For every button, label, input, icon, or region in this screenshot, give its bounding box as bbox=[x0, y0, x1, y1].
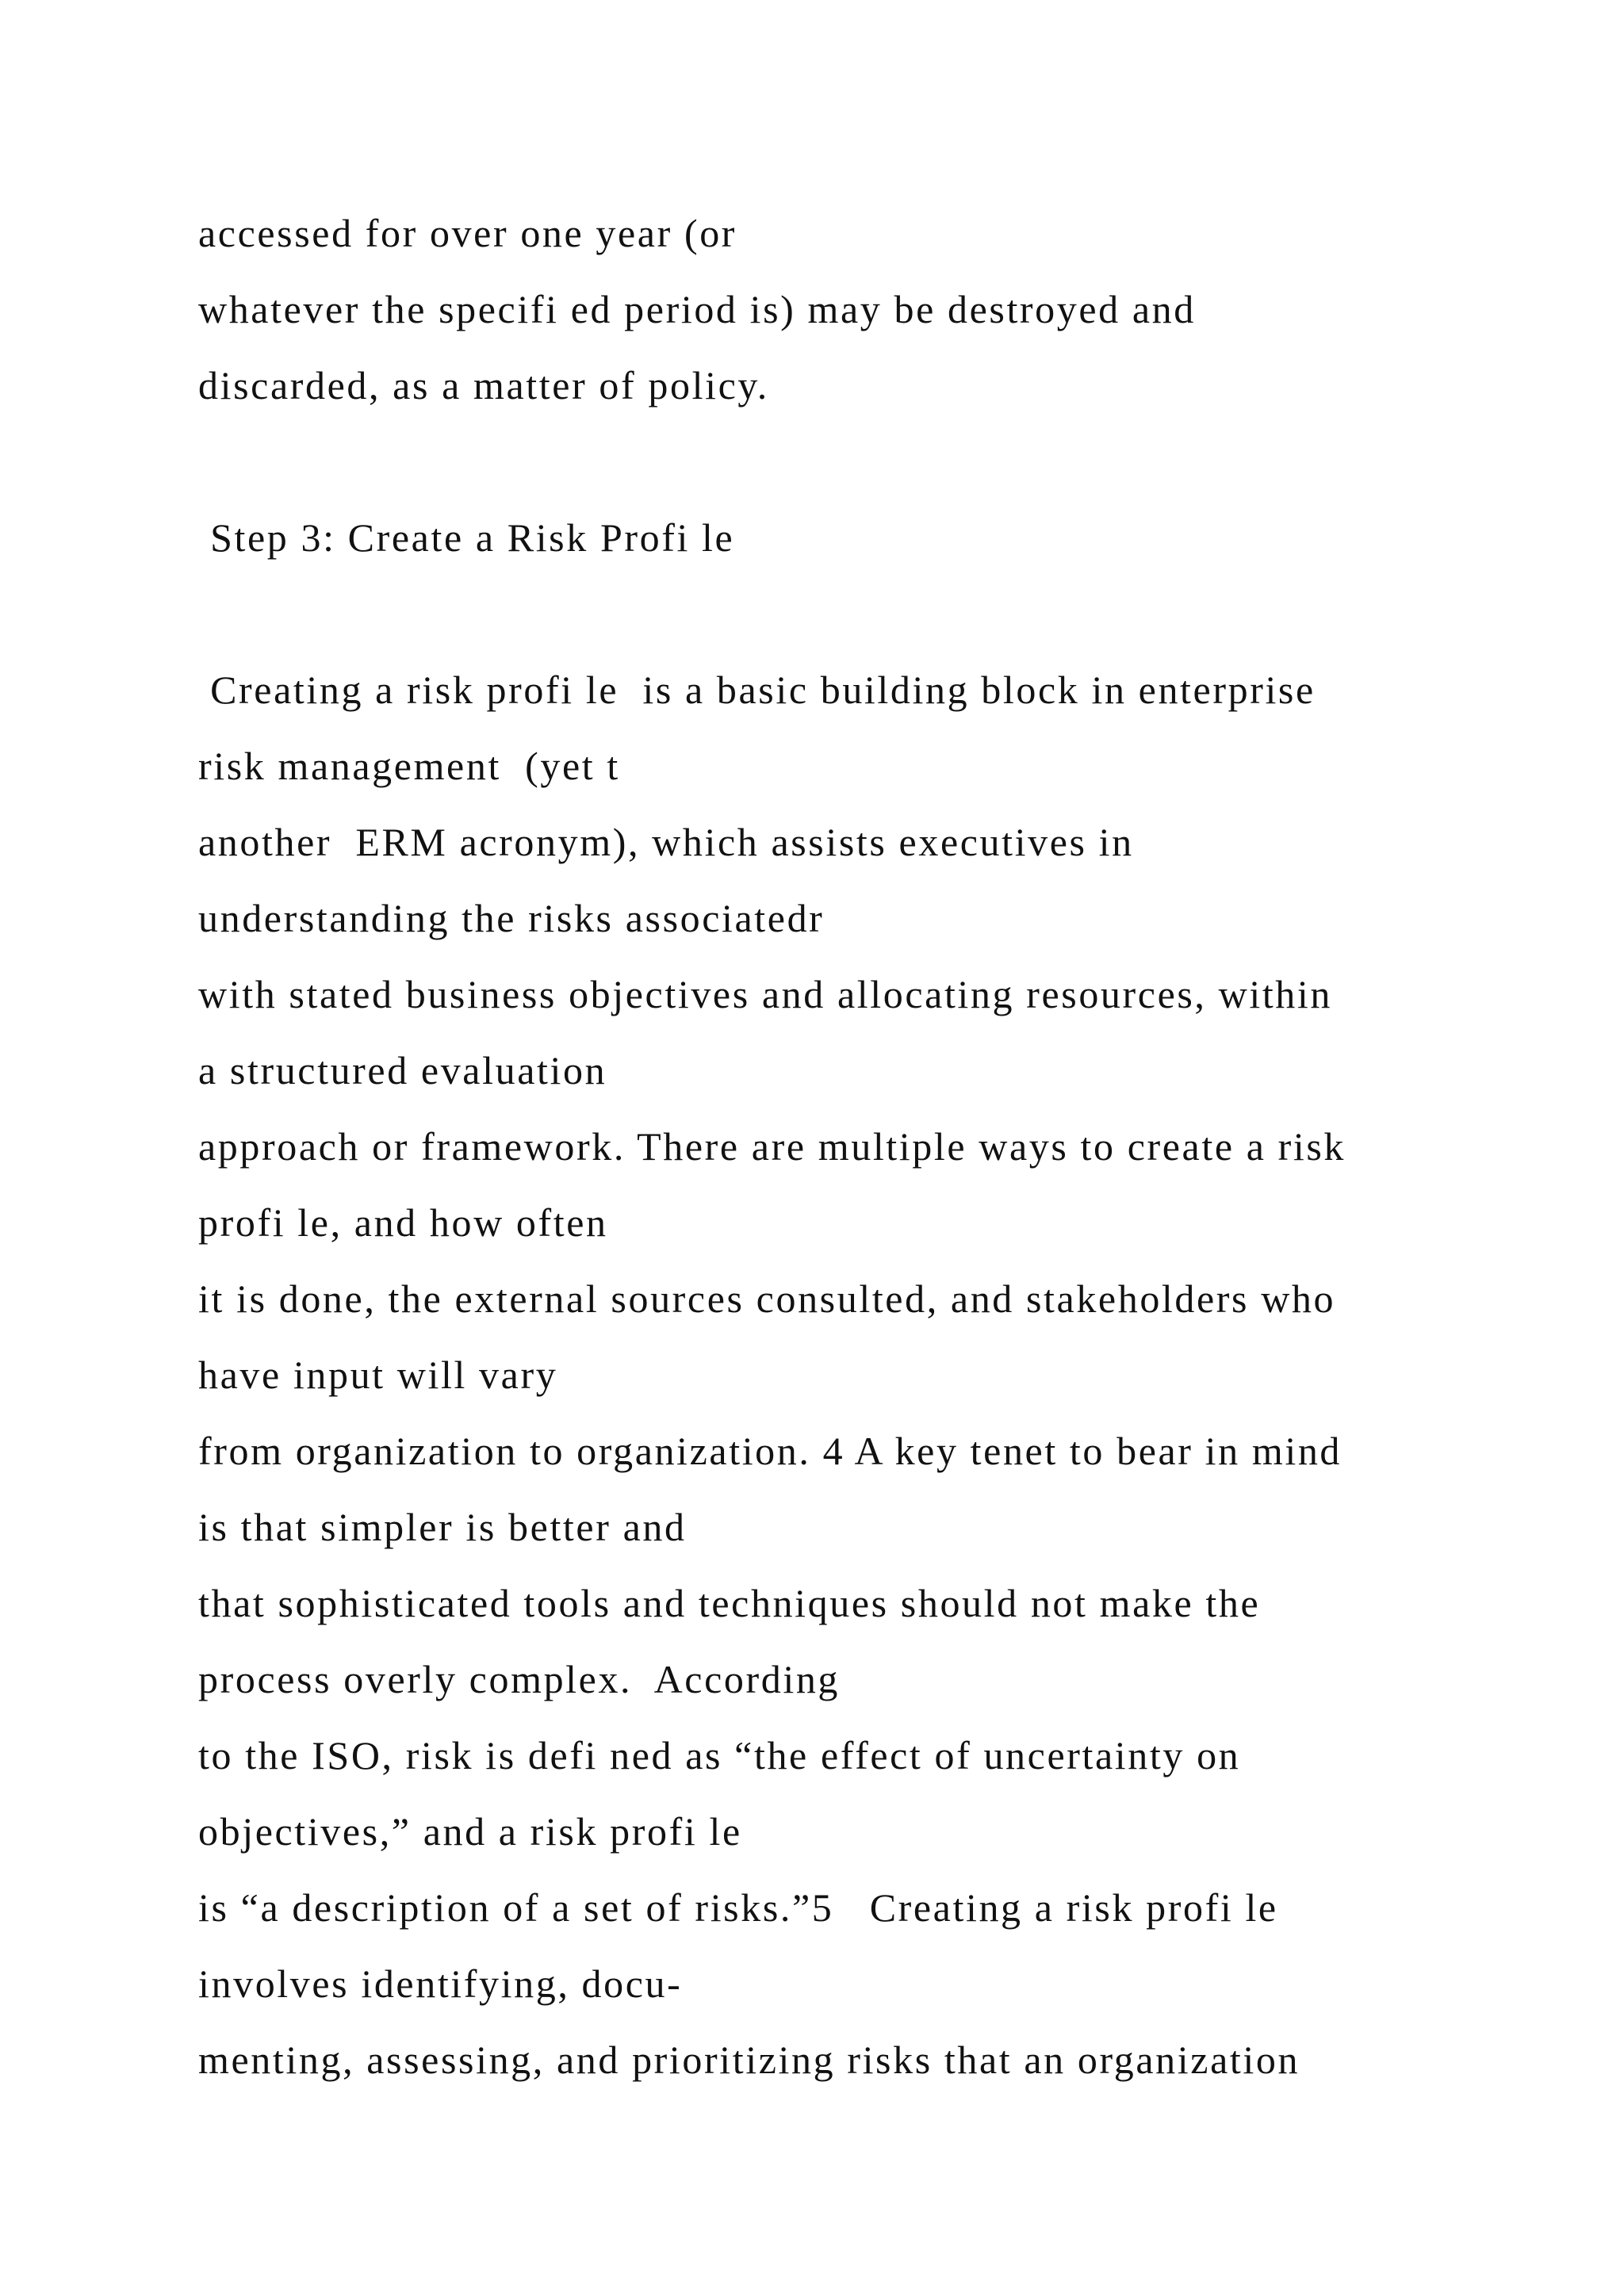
text-line: have input will vary bbox=[198, 1353, 558, 1397]
section-heading: Step 3: Create a Risk Profi le bbox=[198, 515, 735, 560]
text-line: risk management (yet t bbox=[198, 744, 620, 788]
text-line: is that simpler is better and bbox=[198, 1505, 687, 1549]
text-line: whatever the specifi ed period is) may be destroyed and bbox=[198, 287, 1196, 331]
text-line: to the ISO, risk is defi ned as “the effect of uncertainty on bbox=[198, 1733, 1241, 1777]
text-line: objectives,” and a risk profi le bbox=[198, 1809, 742, 1854]
text-line: a structured evaluation bbox=[198, 1048, 607, 1093]
text-line: discarded, as a matter of policy. bbox=[198, 363, 769, 408]
text-line: accessed for over one year (or bbox=[198, 211, 737, 255]
text-line: process overly complex. According bbox=[198, 1657, 841, 1701]
text-line: from organization to organization. 4 A key tenet to bear in mind bbox=[198, 1429, 1342, 1473]
text-line: is “a description of a set of risks.”5 Creating a risk profi le bbox=[198, 1885, 1278, 1930]
text-line: approach or framework. There are multiple ways to create a risk bbox=[198, 1124, 1346, 1169]
text-line: another ERM acronym), which assists executives in bbox=[198, 820, 1134, 864]
blank-line bbox=[198, 423, 1546, 499]
text-line: that sophisticated tools and techniques should not make the bbox=[198, 1581, 1261, 1625]
text-line: menting, assessing, and prioritizing risks that an organization bbox=[198, 2038, 1300, 2082]
text-line: with stated business objectives and allocating resources, within bbox=[198, 972, 1332, 1016]
text-line: understanding the risks associatedr bbox=[198, 896, 825, 940]
text-line: it is done, the external sources consulted, and stakeholders who bbox=[198, 1276, 1336, 1321]
body-text bbox=[198, 195, 1546, 2098]
text-line: Creating a risk profi le is a basic building block in enterprise bbox=[198, 668, 1316, 712]
blank-line bbox=[198, 576, 1546, 652]
text-line: profi le, and how often bbox=[198, 1200, 608, 1245]
text-line: involves identifying, docu- bbox=[198, 1961, 683, 2006]
